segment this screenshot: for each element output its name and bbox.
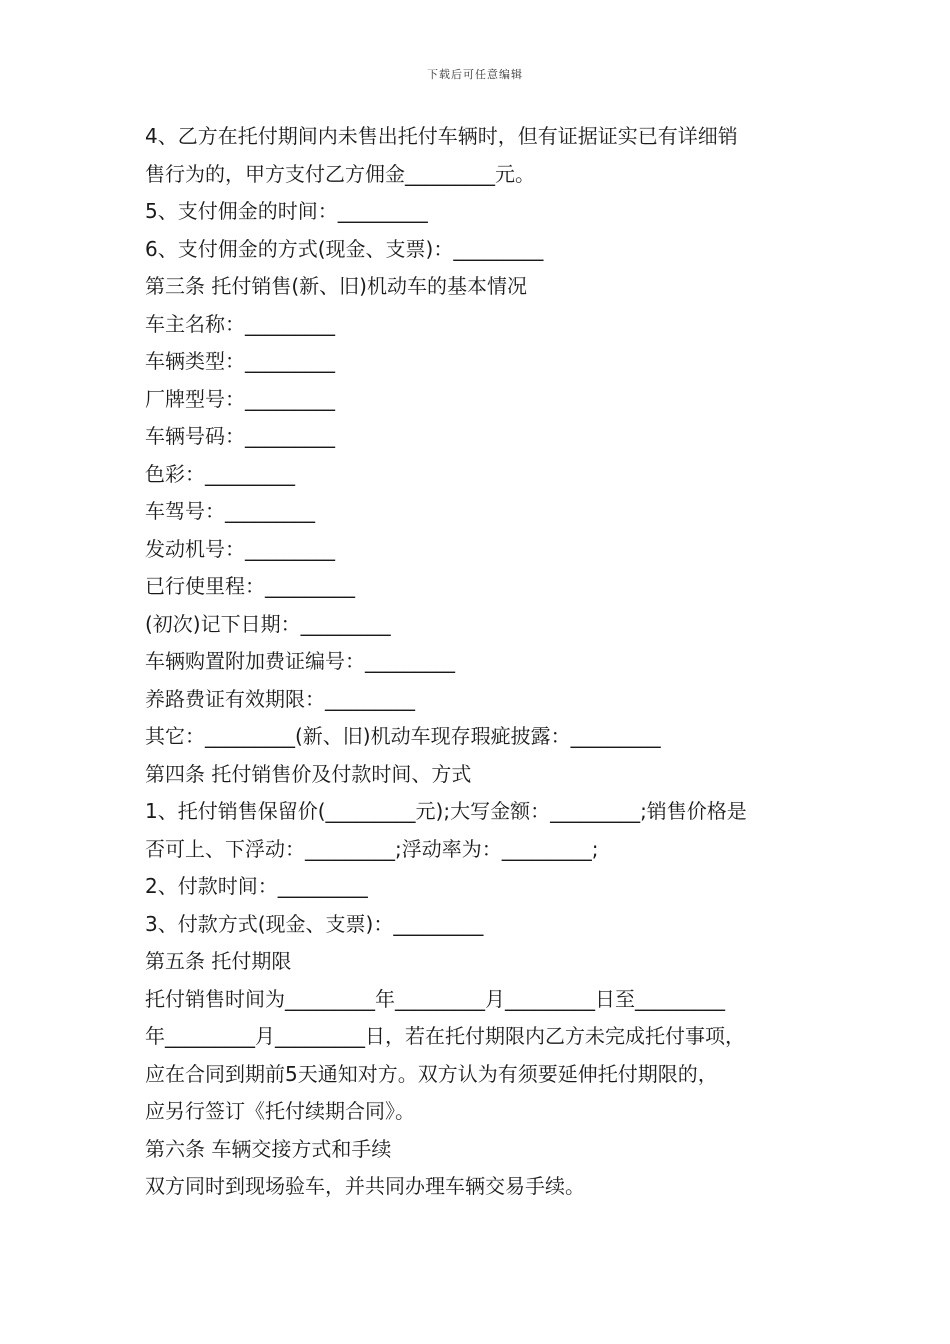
field-plate-number: 车辆号码：_________ bbox=[145, 424, 335, 448]
field-registration-date: (初次)记下日期：_________ bbox=[145, 611, 391, 636]
article-5-heading: 第五条 托付期限 bbox=[145, 949, 292, 973]
term-line-1: 托付销售时间为_________年_________月_________日至_________ bbox=[145, 986, 725, 1011]
price-clause-line-2: 否可上、下浮动：_________;浮动率为：_________; bbox=[145, 836, 599, 861]
field-engine-number: 发动机号：_________ bbox=[145, 536, 335, 561]
field-road-fee-validity: 养路费证有效期限：_________ bbox=[145, 686, 415, 711]
field-other-defects: 其它：_________(新、旧)机动车现存瑕疵披露：_________ bbox=[145, 724, 661, 748]
field-owner-name: 车主名称：_________ bbox=[145, 311, 335, 336]
payment-time: 2、付款时间：_________ bbox=[145, 874, 368, 898]
clause-4-line-1: 4、乙方在托付期间内未售出托付车辆时，但有证据证实已有详细销 bbox=[145, 124, 738, 148]
document-body bbox=[145, 118, 825, 1206]
field-frame-number: 车驾号：_________ bbox=[145, 499, 315, 523]
price-clause-line-1: 1、托付销售保留价(_________元);大写金额：_________;销售价格是 bbox=[145, 799, 747, 823]
clause-6-commission-method: 6、支付佣金的方式(现金、支票)：_________ bbox=[145, 236, 544, 261]
header-note: 下载后可任意编辑 bbox=[427, 68, 523, 81]
article-3-heading: 第三条 托付销售(新、旧)机动车的基本情况 bbox=[145, 274, 527, 298]
field-purchase-tax-cert: 车辆购置附加费证编号：_________ bbox=[145, 649, 455, 673]
clause-5-commission-time: 5、支付佣金的时间：_________ bbox=[145, 199, 428, 223]
field-vehicle-type: 车辆类型：_________ bbox=[145, 349, 335, 373]
article-4-heading: 第四条 托付销售价及付款时间、方式 bbox=[145, 761, 472, 786]
term-line-3: 应在合同到期前5天通知对方。双方认为有须要延伸托付期限的， bbox=[145, 1061, 718, 1086]
field-color: 色彩：_________ bbox=[145, 461, 295, 486]
field-mileage: 已行使里程：_________ bbox=[145, 574, 355, 598]
handover-text: 双方同时到现场验车，并共同办理车辆交易手续。 bbox=[145, 1174, 585, 1198]
payment-method: 3、付款方式(现金、支票)：_________ bbox=[145, 911, 484, 936]
field-brand-model: 厂牌型号：_________ bbox=[145, 386, 335, 411]
term-line-2: 年_________月_________日，若在托付期限内乙方未完成托付事项， bbox=[145, 1024, 745, 1048]
article-6-heading: 第六条 车辆交接方式和手续 bbox=[145, 1136, 392, 1161]
clause-4-line-2: 售行为的，甲方支付乙方佣金_________元。 bbox=[145, 161, 535, 186]
term-line-4: 应另行签订《托付续期合同》。 bbox=[145, 1099, 415, 1123]
